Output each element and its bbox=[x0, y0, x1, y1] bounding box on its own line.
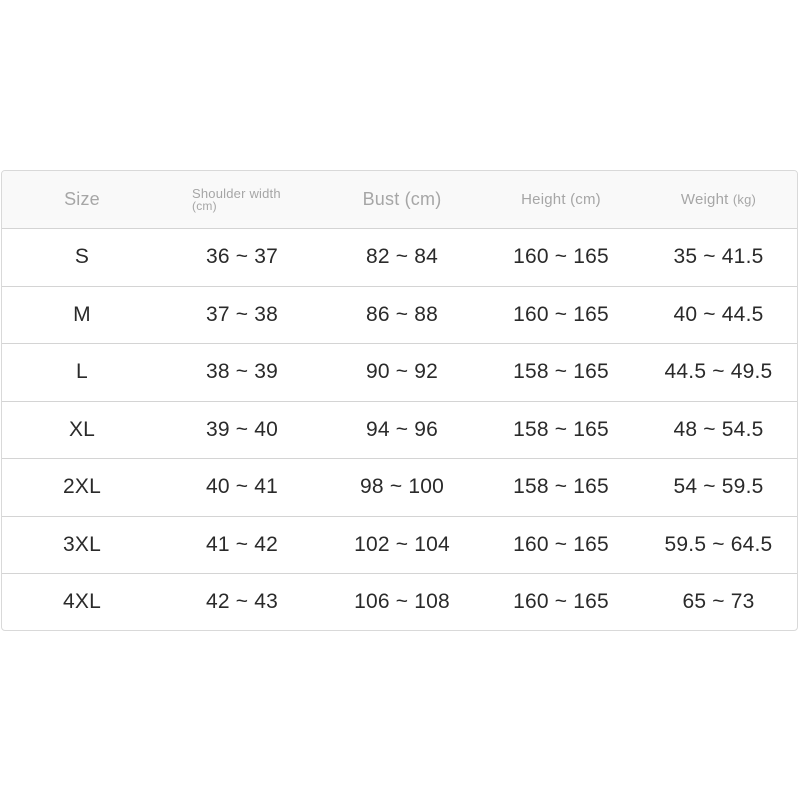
table-body bbox=[2, 228, 797, 631]
cell-size: 3XL bbox=[63, 532, 101, 556]
cell-bust: 94 ~ 96 bbox=[365, 417, 439, 441]
header-shoulder-width bbox=[162, 185, 322, 213]
cell-weight: 65 ~ 73 bbox=[682, 590, 755, 614]
cell-height: 160 ~ 165 bbox=[513, 302, 609, 326]
cell-shoulder: 36 ~ 37 bbox=[205, 245, 279, 269]
cell-bust: 102 ~ 104 bbox=[354, 532, 450, 556]
cell-height: 160 ~ 165 bbox=[513, 590, 609, 614]
table-row bbox=[2, 286, 797, 344]
cell-weight: 48 ~ 54.5 bbox=[673, 417, 764, 441]
table-row bbox=[2, 458, 797, 516]
header-size: Size bbox=[64, 189, 100, 209]
cell-size: XL bbox=[68, 417, 96, 441]
cell-height: 160 ~ 165 bbox=[513, 245, 609, 269]
header-weight-label: Weight bbox=[680, 191, 729, 208]
table-row bbox=[2, 401, 797, 459]
cell-bust: 82 ~ 84 bbox=[365, 245, 439, 269]
header-weight bbox=[640, 191, 797, 208]
cell-shoulder: 40 ~ 41 bbox=[205, 475, 279, 499]
header-shoulder-label: Shoulder width bbox=[192, 185, 281, 201]
cell-bust: 98 ~ 100 bbox=[360, 475, 444, 499]
cell-height: 158 ~ 165 bbox=[513, 475, 609, 499]
table-header-row bbox=[2, 171, 797, 228]
cell-size: M bbox=[73, 302, 91, 326]
cell-height: 158 ~ 165 bbox=[513, 360, 609, 384]
cell-bust: 90 ~ 92 bbox=[365, 360, 439, 384]
size-chart-table bbox=[1, 170, 798, 631]
cell-weight: 40 ~ 44.5 bbox=[673, 302, 764, 326]
cell-shoulder: 42 ~ 43 bbox=[205, 590, 279, 614]
header-weight-unit: (kg) bbox=[732, 192, 757, 207]
cell-weight: 59.5 ~ 64.5 bbox=[664, 532, 773, 556]
cell-shoulder: 38 ~ 39 bbox=[205, 360, 279, 384]
cell-size: 2XL bbox=[63, 475, 101, 499]
cell-size: S bbox=[74, 245, 90, 269]
table-row bbox=[2, 228, 797, 286]
header-bust: Bust (cm) bbox=[362, 189, 442, 209]
cell-size: L bbox=[76, 360, 88, 384]
table-row bbox=[2, 343, 797, 401]
cell-weight: 35 ~ 41.5 bbox=[673, 245, 764, 269]
cell-shoulder: 37 ~ 38 bbox=[205, 302, 279, 326]
header-shoulder-unit: (cm) bbox=[192, 198, 217, 213]
cell-bust: 106 ~ 108 bbox=[354, 590, 450, 614]
cell-height: 158 ~ 165 bbox=[513, 417, 609, 441]
cell-weight: 54 ~ 59.5 bbox=[673, 475, 764, 499]
cell-shoulder: 39 ~ 40 bbox=[205, 417, 279, 441]
table-row bbox=[2, 573, 797, 631]
cell-size: 4XL bbox=[63, 590, 101, 614]
table-row bbox=[2, 516, 797, 574]
cell-weight: 44.5 ~ 49.5 bbox=[664, 360, 773, 384]
header-height: Height (cm) bbox=[521, 191, 601, 208]
cell-bust: 86 ~ 88 bbox=[365, 302, 439, 326]
cell-shoulder: 41 ~ 42 bbox=[205, 532, 279, 556]
cell-height: 160 ~ 165 bbox=[513, 532, 609, 556]
